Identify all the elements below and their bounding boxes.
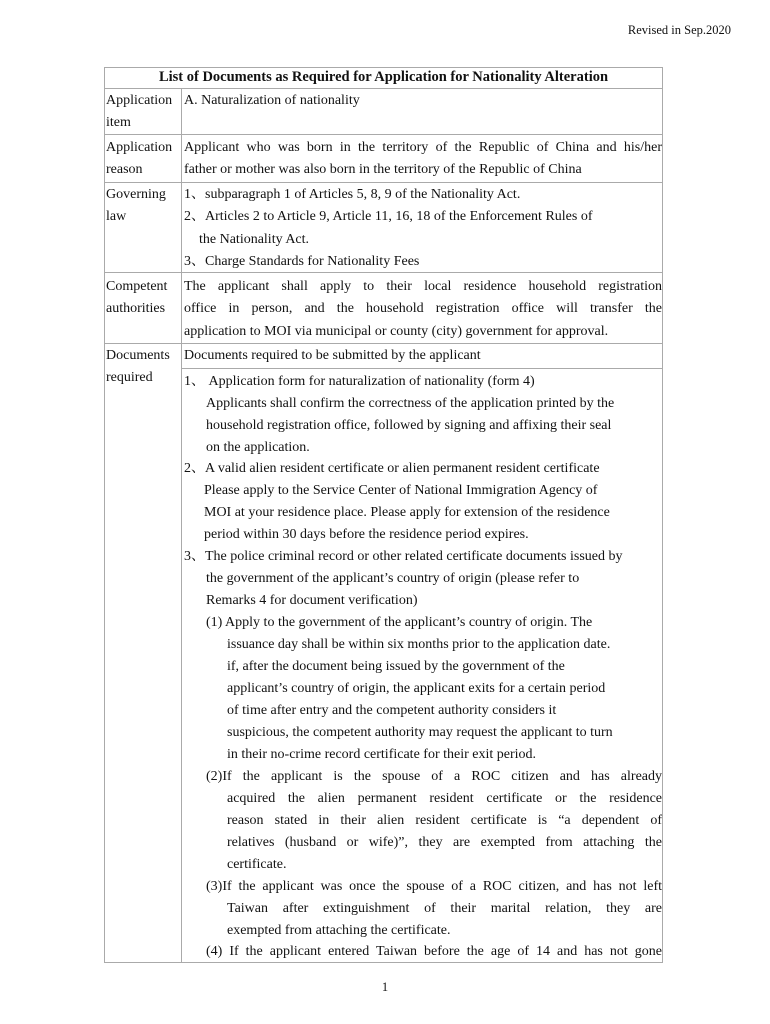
column-divider [181, 88, 182, 368]
doc-line: MOI at your residence place. Please apply for extension of the residence [204, 505, 610, 520]
law-line: 3、Charge Standards for Nationality Fees [184, 254, 420, 269]
doc-subitem-1: (1) Apply to the government of the applicant’s country of origin. The [206, 615, 593, 630]
table-title: List of Documents as Required for Application for Nationality Alteration [158, 69, 609, 85]
doc-item-3-title: 3、The police criminal record or other related certificate documents issued by [184, 549, 623, 564]
doc-line: the government of the applicant’s country of origin (please refer to [206, 571, 580, 586]
doc-line: period within 30 days before the residence period expires. [204, 527, 529, 542]
label-competent-authorities: Competent authorities [106, 279, 168, 316]
page-number: 1 [381, 980, 389, 994]
doc-line: of time after entry and the competent authority considers it [227, 703, 557, 718]
label-governing-law: Governing law [106, 187, 166, 224]
doc-item-2-title: 2、A valid alien resident certificate or alien permanent resident certificate [184, 461, 600, 476]
doc-line: Taiwan after extinguishment of their marital relation, they are [227, 901, 662, 916]
row-divider [104, 343, 663, 344]
doc-subitem-4: (4) If the applicant entered Taiwan before the age of 14 and has not gone [206, 944, 662, 959]
row-divider [104, 182, 663, 183]
doc-line: suspicious, the competent authority may request the applicant to turn [227, 725, 613, 740]
authorities-line: application to MOI via municipal or county (city) government for approval. [184, 324, 609, 339]
row-divider [104, 134, 663, 135]
reason-line: Applicant who was born in the territory of the Republic of China and his/her [184, 140, 662, 155]
doc-line: on the application. [206, 440, 310, 455]
doc-subitem-3: (3)If the applicant was once the spouse of a ROC citizen, and has not left [206, 879, 662, 894]
doc-line: in their no-crime record certificate for their exit period. [227, 747, 537, 762]
doc-line: relatives (husband or wife)”, they are exempted from attaching the [227, 835, 662, 850]
documents-intro: Documents required to be submitted by the applicant [184, 348, 481, 363]
doc-line: Please apply to the Service Center of National Immigration Agency of [204, 483, 598, 498]
doc-line: if, after the document being issued by the government of the [227, 659, 565, 674]
authorities-line: office in person, and the household registration office will transfer the [184, 301, 662, 316]
doc-line: applicant’s country of origin, the applicant exits for a certain period [227, 681, 606, 696]
label-documents-required: Documents required [106, 348, 170, 385]
application-item-value: A. Naturalization of nationality [184, 93, 360, 108]
law-line: the Nationality Act. [199, 232, 310, 247]
revision-date: Revised in Sep.2020 [627, 23, 731, 37]
doc-item-1-title: 1、 Application form for naturalization of nationality (form 4) [184, 374, 535, 389]
label-application-reason: Application reason [106, 140, 173, 177]
reason-line: father or mother was also born in the territory of the Republic of China [184, 162, 582, 177]
law-line: 2、Articles 2 to Article 9, Article 11, 16, 18 of the Enforcement Rules of [184, 209, 593, 224]
doc-line: Applicants shall confirm the correctness of the application printed by the [206, 396, 615, 411]
doc-line: certificate. [227, 857, 287, 872]
doc-subitem-2: (2)If the applicant is the spouse of a ROC citizen and has already [206, 769, 662, 784]
doc-line: reason stated in their alien resident certificate is “a dependent of [227, 813, 662, 828]
law-line: 1、subparagraph 1 of Articles 5, 8, 9 of the Nationality Act. [184, 187, 521, 202]
doc-line: household registration office, followed by signing and affixing their seal [206, 418, 612, 433]
doc-line: issuance day shall be within six months prior to the application date. [227, 637, 611, 652]
label-application-item: Application item [106, 93, 173, 130]
authorities-line: The applicant shall apply to their local residence household registration [184, 279, 662, 294]
doc-line: Remarks 4 for document verification) [206, 593, 418, 608]
row-divider [104, 88, 663, 89]
doc-line: acquired the alien permanent resident certificate or the residence [227, 791, 662, 806]
doc-line: exempted from attaching the certificate. [227, 923, 451, 938]
